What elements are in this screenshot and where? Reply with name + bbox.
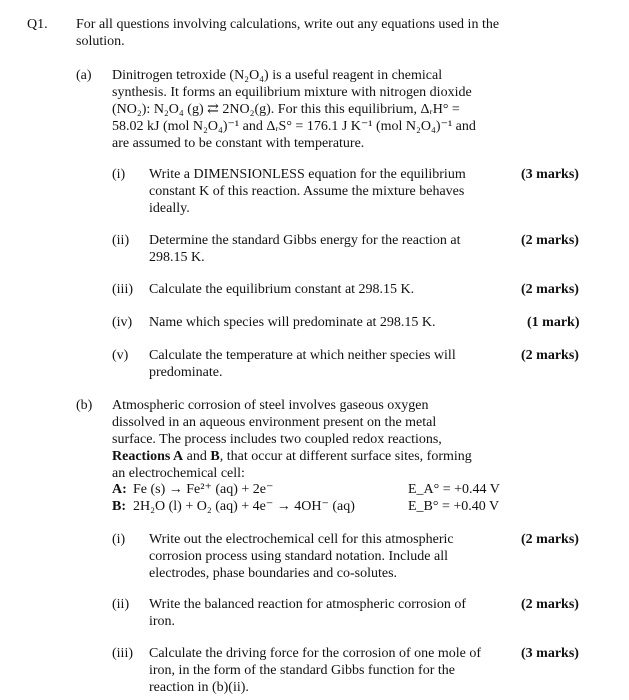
part-a-line: (NO₂): N₂O₄ (g) ⇄ 2NO₂(g). For this this equilibrium, ΔᵣH° = [112, 102, 460, 117]
item-number: (iii) [112, 646, 133, 661]
part-a-text [112, 67, 512, 152]
reaction-b-ref: B [210, 449, 220, 464]
item-line: iron. [149, 614, 176, 629]
question-intro: For all questions involving calculations, write out any equations used in the solution. [76, 17, 500, 49]
marks-label: (2 marks) [521, 532, 579, 547]
item-line: Determine the standard Gibbs energy for the reaction at [149, 233, 461, 248]
item-text [149, 596, 509, 630]
item-text [149, 531, 509, 582]
part-b-line [112, 448, 512, 465]
item-line: Calculate the equilibrium constant at 298.15 K. [149, 282, 415, 297]
marks-label: (3 marks) [521, 167, 579, 182]
part-a-line: 58.02 kJ (mol N₂O₄)⁻¹ and ΔᵣS° = 176.1 J K⁻¹ (mol N₂O₄)⁻¹ and [112, 119, 476, 134]
reaction-b-label: B: [112, 499, 126, 514]
item-line: Name which species will predominate at 298.15 K. [149, 315, 436, 330]
item-line: electrodes, phase boundaries and co-solutes. [149, 566, 398, 581]
part-b-label: (b) [76, 398, 93, 413]
marks-label: (2 marks) [521, 282, 579, 297]
item-number: (i) [112, 167, 126, 182]
item-line: Calculate the driving force for the corrosion of one mole of [149, 646, 481, 661]
marks-label: (1 mark) [527, 315, 580, 330]
text-span: and [183, 449, 211, 464]
reaction-a-ref: Reactions A [112, 449, 184, 464]
text-span: , that occur at different surface sites, forming [219, 449, 472, 464]
item-line: Write the balanced reaction for atmospheric corrosion of [149, 597, 467, 612]
item-line: corrosion process using standard notation. Include all [149, 549, 448, 564]
item-text [149, 281, 509, 298]
part-b-line: dissolved in an aqueous environment present on the metal [112, 415, 437, 430]
reaction-a-potential: E_A° = +0.44 V [408, 482, 500, 497]
marks-label: (2 marks) [521, 597, 579, 612]
part-b-line: Atmospheric corrosion of steel involves gaseous oxygen [112, 398, 429, 413]
reaction-a-label: A: [112, 482, 127, 497]
item-line: constant K of this reaction. Assume the mixture behaves [149, 184, 465, 199]
item-line: reaction in (b)(ii). [149, 680, 249, 695]
item-line: Write out the electrochemical cell for this atmospheric [149, 532, 454, 547]
item-text [149, 314, 509, 331]
reaction-b-equation: 2H₂O (l) + O₂ (aq) + 4e⁻ → 4OH⁻ (aq) [133, 499, 355, 514]
item-line: predominate. [149, 365, 223, 380]
item-number: (i) [112, 532, 126, 547]
part-b-line: an electrochemical cell: [112, 466, 245, 481]
reaction-b-potential: E_B° = +0.40 V [408, 499, 500, 514]
part-b-text [112, 397, 512, 482]
item-number: (iv) [112, 315, 133, 330]
marks-label: (2 marks) [521, 348, 579, 363]
item-line: Calculate the temperature at which neither species will [149, 348, 456, 363]
part-a-line: synthesis. It forms an equilibrium mixture with nitrogen dioxide [112, 85, 472, 100]
part-a-line: are assumed to be constant with temperature. [112, 136, 365, 151]
item-number: (ii) [112, 233, 130, 248]
item-number: (v) [112, 348, 129, 363]
item-text [149, 232, 509, 266]
item-line: ideally. [149, 201, 190, 216]
item-text [149, 166, 509, 217]
question-number: Q1. [27, 17, 48, 32]
reaction-a-equation: Fe (s) → Fe²⁺ (aq) + 2e⁻ [133, 482, 274, 497]
item-number: (iii) [112, 282, 133, 297]
part-a-line: Dinitrogen tetroxide (N₂O₄) is a useful reagent in chemical [112, 68, 443, 83]
item-line: iron, in the form of the standard Gibbs function for the [149, 663, 455, 678]
item-text [149, 347, 509, 381]
part-b-line: surface. The process includes two coupled redox reactions, [112, 432, 442, 447]
item-line: 298.15 K. [149, 250, 205, 265]
item-text [149, 645, 509, 696]
part-a-label: (a) [76, 68, 92, 83]
marks-label: (3 marks) [521, 646, 579, 661]
item-line: Write a DIMENSIONLESS equation for the equilibrium [149, 167, 466, 182]
item-number: (ii) [112, 597, 130, 612]
marks-label: (2 marks) [521, 233, 579, 248]
